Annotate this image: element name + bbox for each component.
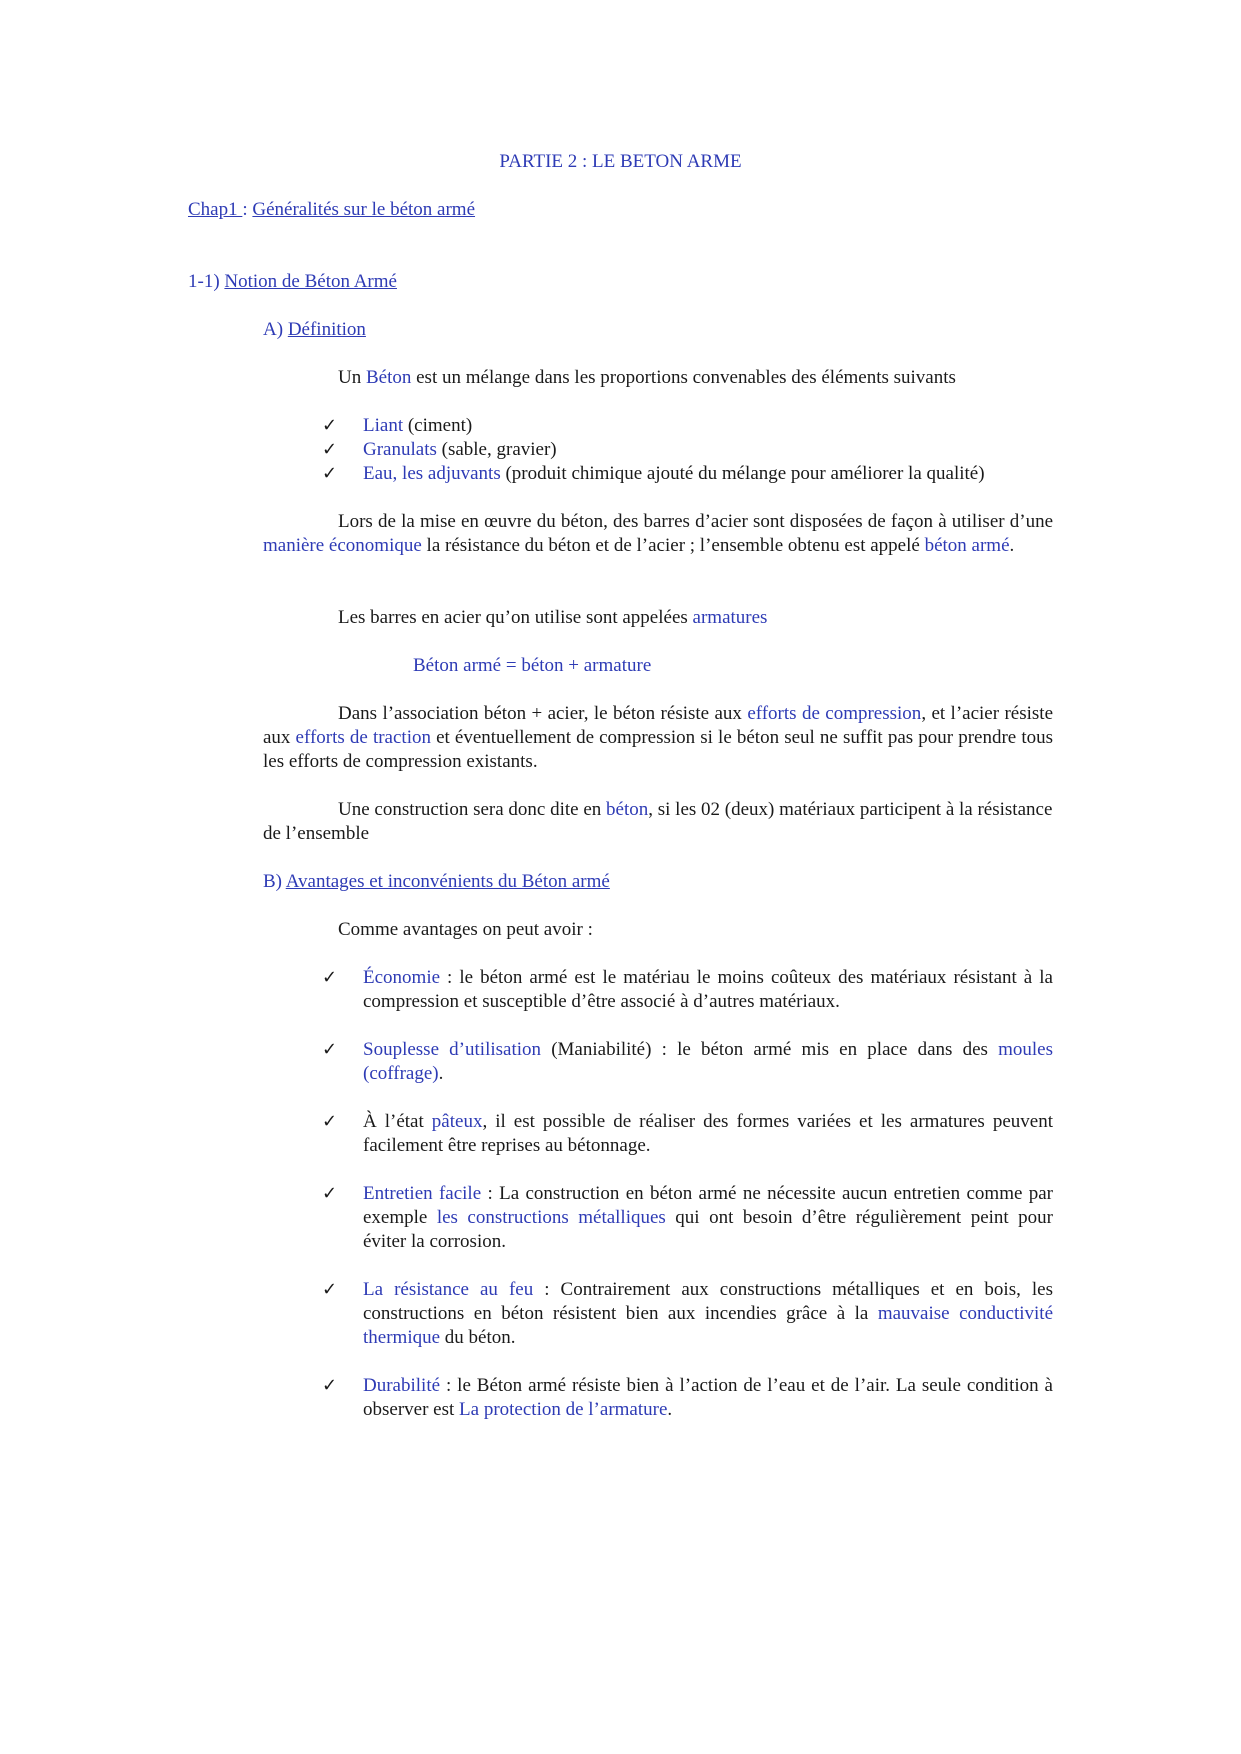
subsection-b-name: Avantages et inconvénients du Béton armé: [285, 871, 610, 892]
checkmark-icon: ✓: [322, 463, 338, 484]
list-item: À l’état pâteux, il est possible de réaliser des formes variées et les armatures peuvent facilement être reprises au bétonnage.: [363, 1111, 1053, 1156]
paragraph: Une construction sera donc dite en béton, si les 02 (deux) matériaux participent à la résistance de l’ensemble: [263, 799, 1053, 844]
paragraph: Dans l’association béton + acier, le béton résiste aux efforts de compression, et l’acier résiste aux efforts de traction et éventuellement de compression si le béton seul ne suffit pas pour prendre tous les efforts de compression existants.: [263, 703, 1053, 772]
checkmark-icon: ✓: [322, 1375, 338, 1396]
section-name: Notion de Béton Armé: [224, 271, 397, 292]
list-item: Entretien facile : La construction en béton armé ne nécessite aucun entretien comme par exemple les constructions métalliques qui ont besoin d’être régulièrement peint pour éviter la corrosion.: [363, 1183, 1053, 1252]
checkmark-icon: ✓: [322, 1039, 338, 1060]
checkmark-icon: ✓: [322, 967, 338, 988]
subsection-a-heading: A) Définition: [263, 319, 366, 340]
checkmark-icon: ✓: [322, 415, 338, 436]
chapter-name: Généralités sur le béton armé: [252, 199, 476, 220]
checkmark-icon: ✓: [322, 1111, 338, 1132]
checkmark-icon: ✓: [322, 1279, 338, 1300]
advantages-intro: Comme avantages on peut avoir :: [338, 919, 593, 940]
list-item: Liant (ciment): [363, 415, 473, 436]
list-item: Souplesse d’utilisation (Maniabilité) : le béton armé mis en place dans des moules (coffrage).: [363, 1039, 1053, 1084]
list-item: La résistance au feu : Contrairement aux constructions métalliques et en bois, les constructions en béton résistent bien aux incendies grâce à la mauvaise conductivité thermique du béton.: [363, 1279, 1053, 1348]
page-title: PARTIE 2 : LE BETON ARME: [499, 151, 742, 172]
formula: Béton armé = béton + armature: [413, 655, 652, 676]
checkmark-icon: ✓: [322, 1183, 338, 1204]
list-item: Économie : le béton armé est le matériau le moins coûteux des matériaux résistant à la compression et susceptible d’être associé à d’autres matériaux.: [363, 967, 1053, 1012]
list-item: Durabilité : le Béton armé résiste bien à l’action de l’eau et de l’air. La seule condition à observer est La protection de l’armature.: [363, 1375, 1053, 1420]
list-item: Eau, les adjuvants (produit chimique ajouté du mélange pour améliorer la qualité): [363, 463, 985, 484]
section-heading: 1-1) Notion de Béton Armé: [188, 271, 397, 292]
chapter-heading: Chap1 : Généralités sur le béton armé: [188, 199, 476, 220]
subsection-a-name: Définition: [287, 319, 366, 340]
subsection-b-heading: B) Avantages et inconvénients du Béton armé: [263, 871, 610, 892]
chapter-label: Chap1: [188, 199, 243, 220]
definition-intro: Un Béton est un mélange dans les proportions convenables des éléments suivants: [338, 367, 956, 388]
paragraph: Les barres en acier qu’on utilise sont appelées armatures: [338, 607, 768, 628]
list-item: Granulats (sable, gravier): [363, 439, 557, 460]
paragraph: Lors de la mise en œuvre du béton, des barres d’acier sont disposées de façon à utiliser d’une manière économique la résistance du béton et de l’acier ; l’ensemble obtenu est appelé béton armé.: [263, 511, 1053, 556]
checkmark-icon: ✓: [322, 439, 338, 460]
